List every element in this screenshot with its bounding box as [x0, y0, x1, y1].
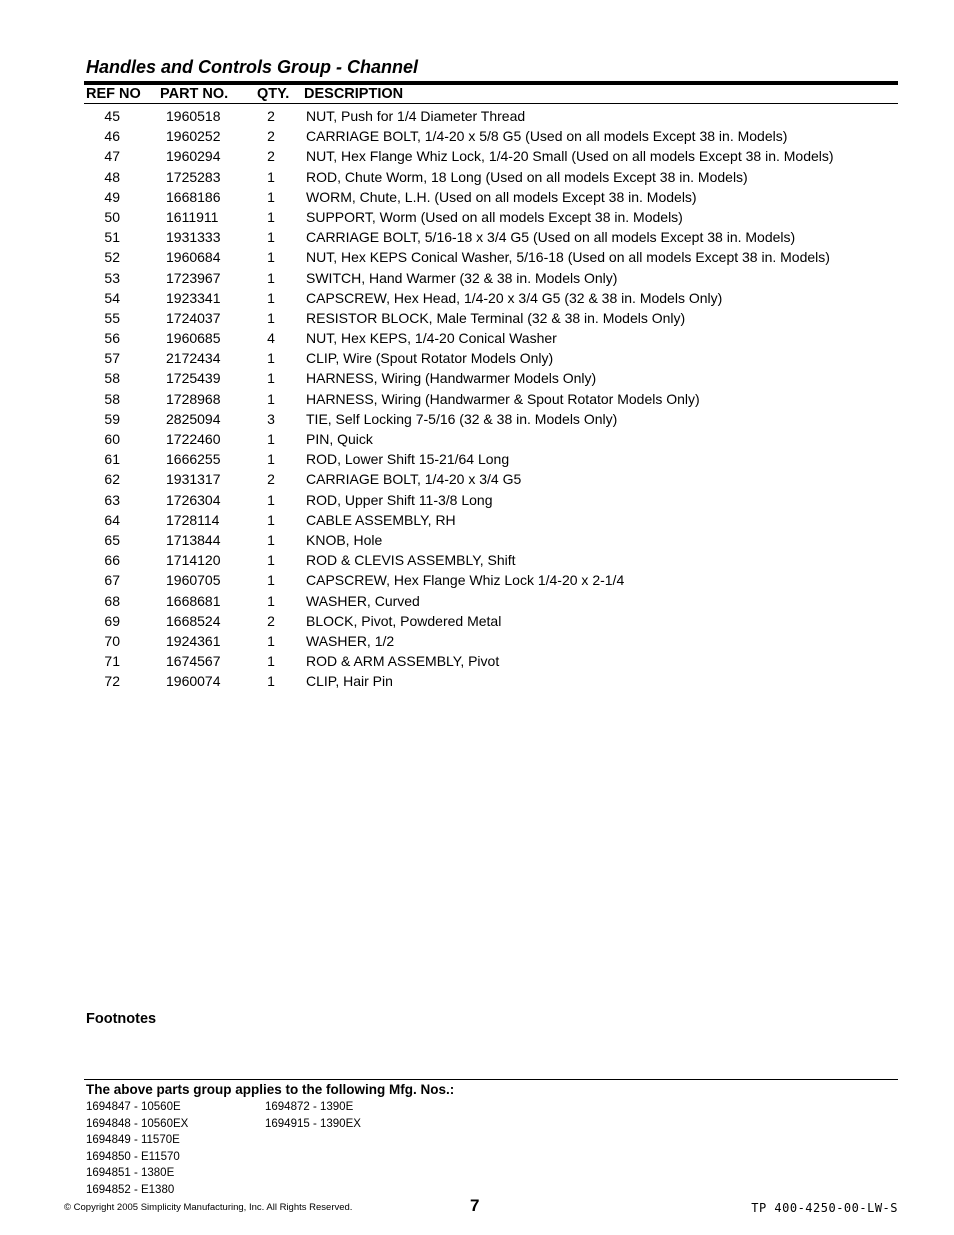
part-no-cell: 1931317	[166, 471, 221, 488]
column-header-description: DESCRIPTION	[304, 86, 404, 102]
ref-no-cell: 52	[104, 249, 120, 266]
qty-cell: 3	[267, 410, 275, 427]
qty-cell: 1	[267, 451, 275, 468]
table-row	[0, 328, 954, 348]
table-row	[0, 429, 954, 449]
description-cell: TIE, Self Locking 7-5/16 (32 & 38 in. Models Only)	[306, 410, 618, 427]
part-no-cell: 1960685	[166, 330, 221, 347]
part-no-cell: 1923341	[166, 289, 221, 306]
parts-table	[0, 106, 954, 691]
qty-cell: 1	[267, 653, 275, 670]
qty-cell: 1	[267, 632, 275, 649]
part-no-cell: 1960252	[166, 128, 221, 145]
table-row	[0, 368, 954, 388]
table-row	[0, 631, 954, 651]
ref-no-cell: 70	[104, 632, 120, 649]
ref-no-cell: 51	[104, 229, 120, 246]
title-rule	[84, 81, 898, 85]
table-row	[0, 409, 954, 429]
mfg-number: 1694849 - 11570E	[86, 1134, 180, 1147]
table-row	[0, 490, 954, 510]
part-no-cell: 1726304	[166, 491, 221, 508]
description-cell: NUT, Hex KEPS Conical Washer, 5/16-18 (Used on all models Except 38 in. Models)	[306, 249, 830, 266]
part-no-cell: 1728968	[166, 390, 221, 407]
ref-no-cell: 53	[104, 269, 120, 286]
part-no-cell: 1960294	[166, 148, 221, 165]
table-row	[0, 651, 954, 671]
table-row	[0, 187, 954, 207]
description-cell: CLIP, Hair Pin	[306, 673, 393, 690]
part-no-cell: 1724037	[166, 309, 221, 326]
qty-cell: 1	[267, 431, 275, 447]
table-row	[0, 247, 954, 267]
column-header-ref: REF NO	[86, 86, 141, 102]
part-no-cell: 1714120	[166, 552, 221, 569]
part-no-cell: 1668524	[166, 612, 221, 629]
mfg-list-1	[86, 1099, 188, 1199]
table-row	[0, 671, 954, 691]
table-row	[0, 126, 954, 146]
part-no-cell: 2825094	[166, 410, 221, 427]
part-no-cell: 1725439	[166, 370, 221, 387]
part-no-cell: 1674567	[166, 653, 221, 670]
table-row	[0, 550, 954, 570]
qty-cell: 1	[267, 491, 275, 508]
description-cell: PIN, Quick	[306, 431, 373, 447]
table-row	[0, 106, 954, 126]
ref-no-cell: 60	[104, 431, 120, 447]
description-cell: ROD, Lower Shift 15-21/64 Long	[306, 451, 510, 468]
ref-no-cell: 50	[104, 208, 120, 225]
description-cell: WORM, Chute, L.H. (Used on all models Except 38 in. Models)	[306, 188, 697, 205]
table-row	[0, 611, 954, 631]
qty-cell: 1	[267, 208, 275, 225]
qty-cell: 2	[267, 128, 275, 145]
qty-cell: 4	[267, 330, 275, 347]
qty-cell: 1	[267, 309, 275, 326]
description-cell: NUT, Hex Flange Whiz Lock, 1/4-20 Small (Used on all models Except 38 in. Models)	[306, 148, 834, 165]
ref-no-cell: 68	[104, 592, 120, 609]
description-cell: CARRIAGE BOLT, 1/4-20 x 3/4 G5	[306, 471, 522, 488]
part-no-cell: 1960705	[166, 572, 221, 589]
description-cell: CARRIAGE BOLT, 5/16-18 x 3/4 G5 (Used on all models Except 38 in. Models)	[306, 229, 796, 246]
ref-no-cell: 62	[104, 471, 120, 488]
ref-no-cell: 48	[104, 168, 120, 185]
part-no-cell: 1924361	[166, 632, 221, 649]
description-cell: CARRIAGE BOLT, 1/4-20 x 5/8 G5 (Used on all models Except 38 in. Models)	[306, 128, 788, 145]
column-header-qty: QTY.	[257, 86, 290, 102]
ref-no-cell: 46	[104, 128, 120, 145]
description-cell: RESISTOR BLOCK, Male Terminal (32 & 38 in. Models Only)	[306, 309, 686, 326]
ref-no-cell: 67	[104, 572, 120, 589]
part-no-cell: 1722460	[166, 431, 221, 447]
mfg-number: 1694851 - 1380E	[86, 1167, 175, 1180]
table-row	[0, 469, 954, 489]
ref-no-cell: 49	[104, 188, 120, 205]
description-cell: BLOCK, Pivot, Powdered Metal	[306, 612, 502, 629]
part-no-cell: 1725283	[166, 168, 221, 185]
description-cell: NUT, Push for 1/4 Diameter Thread	[306, 108, 526, 124]
ref-no-cell: 64	[104, 511, 120, 528]
description-cell: ROD, Chute Worm, 18 Long (Used on all models Except 38 in. Models)	[306, 168, 748, 185]
description-cell: HARNESS, Wiring (Handwarmer Models Only)	[306, 370, 597, 387]
qty-cell: 1	[267, 592, 275, 609]
qty-cell: 1	[267, 673, 275, 690]
description-cell: CAPSCREW, Hex Flange Whiz Lock 1/4-20 x 2-1/4	[306, 572, 625, 589]
qty-cell: 1	[267, 168, 275, 185]
ref-no-cell: 56	[104, 330, 120, 347]
page-number: 7	[470, 1196, 480, 1215]
qty-cell: 1	[267, 511, 275, 528]
part-no-cell: 1668186	[166, 188, 221, 205]
ref-no-cell: 65	[104, 531, 120, 548]
mfg-number: 1694848 - 10560EX	[86, 1117, 189, 1130]
part-no-cell: 1668681	[166, 592, 221, 609]
mfg-number: 1694852 - E1380	[86, 1183, 175, 1196]
description-cell: ROD & CLEVIS ASSEMBLY, Shift	[306, 552, 516, 569]
ref-no-cell: 54	[104, 289, 120, 306]
ref-no-cell: 61	[104, 451, 120, 468]
description-cell: ROD, Upper Shift 11-3/8 Long	[306, 491, 493, 508]
ref-no-cell: 58	[104, 370, 120, 387]
part-no-cell: 1931333	[166, 229, 221, 246]
qty-cell: 1	[267, 552, 275, 569]
mfg-number: 1694847 - 10560E	[86, 1101, 181, 1113]
table-row	[0, 570, 954, 590]
description-cell: CLIP, Wire (Spout Rotator Models Only)	[306, 350, 554, 367]
part-no-cell: 1723967	[166, 269, 221, 286]
ref-no-cell: 58	[104, 390, 120, 407]
qty-cell: 1	[267, 188, 275, 205]
description-cell: CAPSCREW, Hex Head, 1/4-20 x 3/4 G5 (32 & 38 in. Models Only)	[306, 289, 723, 306]
table-row	[0, 348, 954, 368]
part-no-cell: 2172434	[166, 350, 221, 367]
document-id: TP 400-4250-00-LW-S	[751, 1201, 898, 1215]
footnotes-heading: Footnotes	[86, 1011, 157, 1027]
qty-cell: 1	[267, 390, 275, 407]
part-no-cell: 1666255	[166, 451, 221, 468]
ref-no-cell: 66	[104, 552, 120, 569]
description-cell: HARNESS, Wiring (Handwarmer & Spout Rotator Models Only)	[306, 390, 700, 407]
table-row	[0, 167, 954, 187]
mfg-number: 1694850 - E11570	[86, 1150, 180, 1163]
part-no-cell: 1960518	[166, 108, 221, 124]
qty-cell: 2	[267, 471, 275, 488]
table-row	[0, 227, 954, 247]
copyright-notice: © Copyright 2005 Simplicity Manufacturing, Inc. All Rights Reserved.	[64, 1202, 353, 1213]
page-title: Handles and Controls Group - Channel	[86, 57, 419, 77]
mfg-heading: The above parts group applies to the following Mfg. Nos.:	[86, 1082, 455, 1097]
description-cell: SUPPORT, Worm (Used on all models Except 38 in. Models)	[306, 208, 683, 225]
ref-no-cell: 63	[104, 491, 120, 508]
table-row	[0, 268, 954, 288]
description-cell: KNOB, Hole	[306, 531, 383, 548]
part-no-cell: 1611911	[166, 208, 219, 225]
qty-cell: 2	[267, 148, 275, 165]
ref-no-cell: 57	[104, 350, 120, 367]
table-row	[0, 146, 954, 166]
ref-no-cell: 69	[104, 612, 120, 629]
table-row	[0, 510, 954, 530]
mfg-number: 1694915 - 1390EX	[265, 1117, 361, 1130]
table-row	[0, 389, 954, 409]
mfg-list-2	[265, 1099, 361, 1132]
column-header-part: PART NO.	[160, 86, 229, 102]
qty-cell: 2	[267, 108, 275, 124]
qty-cell: 1	[267, 370, 275, 387]
qty-cell: 1	[267, 289, 275, 306]
ref-no-cell: 45	[104, 108, 120, 124]
description-cell: WASHER, Curved	[306, 592, 420, 609]
table-row	[0, 591, 954, 611]
qty-cell: 2	[267, 612, 275, 629]
description-cell: NUT, Hex KEPS, 1/4-20 Conical Washer	[306, 330, 557, 347]
table-row	[0, 530, 954, 550]
part-no-cell: 1960074	[166, 673, 221, 690]
qty-cell: 1	[267, 229, 275, 246]
part-no-cell: 1960684	[166, 249, 221, 266]
table-row	[0, 288, 954, 308]
description-cell: WASHER, 1/2	[306, 632, 395, 649]
description-cell: CABLE ASSEMBLY, RH	[306, 511, 456, 528]
ref-no-cell: 59	[104, 410, 120, 427]
ref-no-cell: 72	[104, 673, 120, 690]
table-row	[0, 308, 954, 328]
header-rule	[84, 103, 898, 104]
table-row	[0, 207, 954, 227]
qty-cell: 1	[267, 269, 275, 286]
qty-cell: 1	[267, 572, 275, 589]
qty-cell: 1	[267, 249, 275, 266]
description-cell: ROD & ARM ASSEMBLY, Pivot	[306, 653, 500, 670]
part-no-cell: 1728114	[166, 511, 220, 528]
mfg-rule	[84, 1079, 898, 1080]
mfg-number: 1694872 - 1390E	[265, 1101, 354, 1113]
ref-no-cell: 55	[104, 309, 120, 326]
qty-cell: 1	[267, 350, 275, 367]
ref-no-cell: 71	[104, 653, 120, 670]
part-no-cell: 1713844	[166, 531, 221, 548]
qty-cell: 1	[267, 531, 275, 548]
ref-no-cell: 47	[104, 148, 120, 165]
description-cell: SWITCH, Hand Warmer (32 & 38 in. Models Only)	[306, 269, 618, 286]
table-row	[0, 449, 954, 469]
